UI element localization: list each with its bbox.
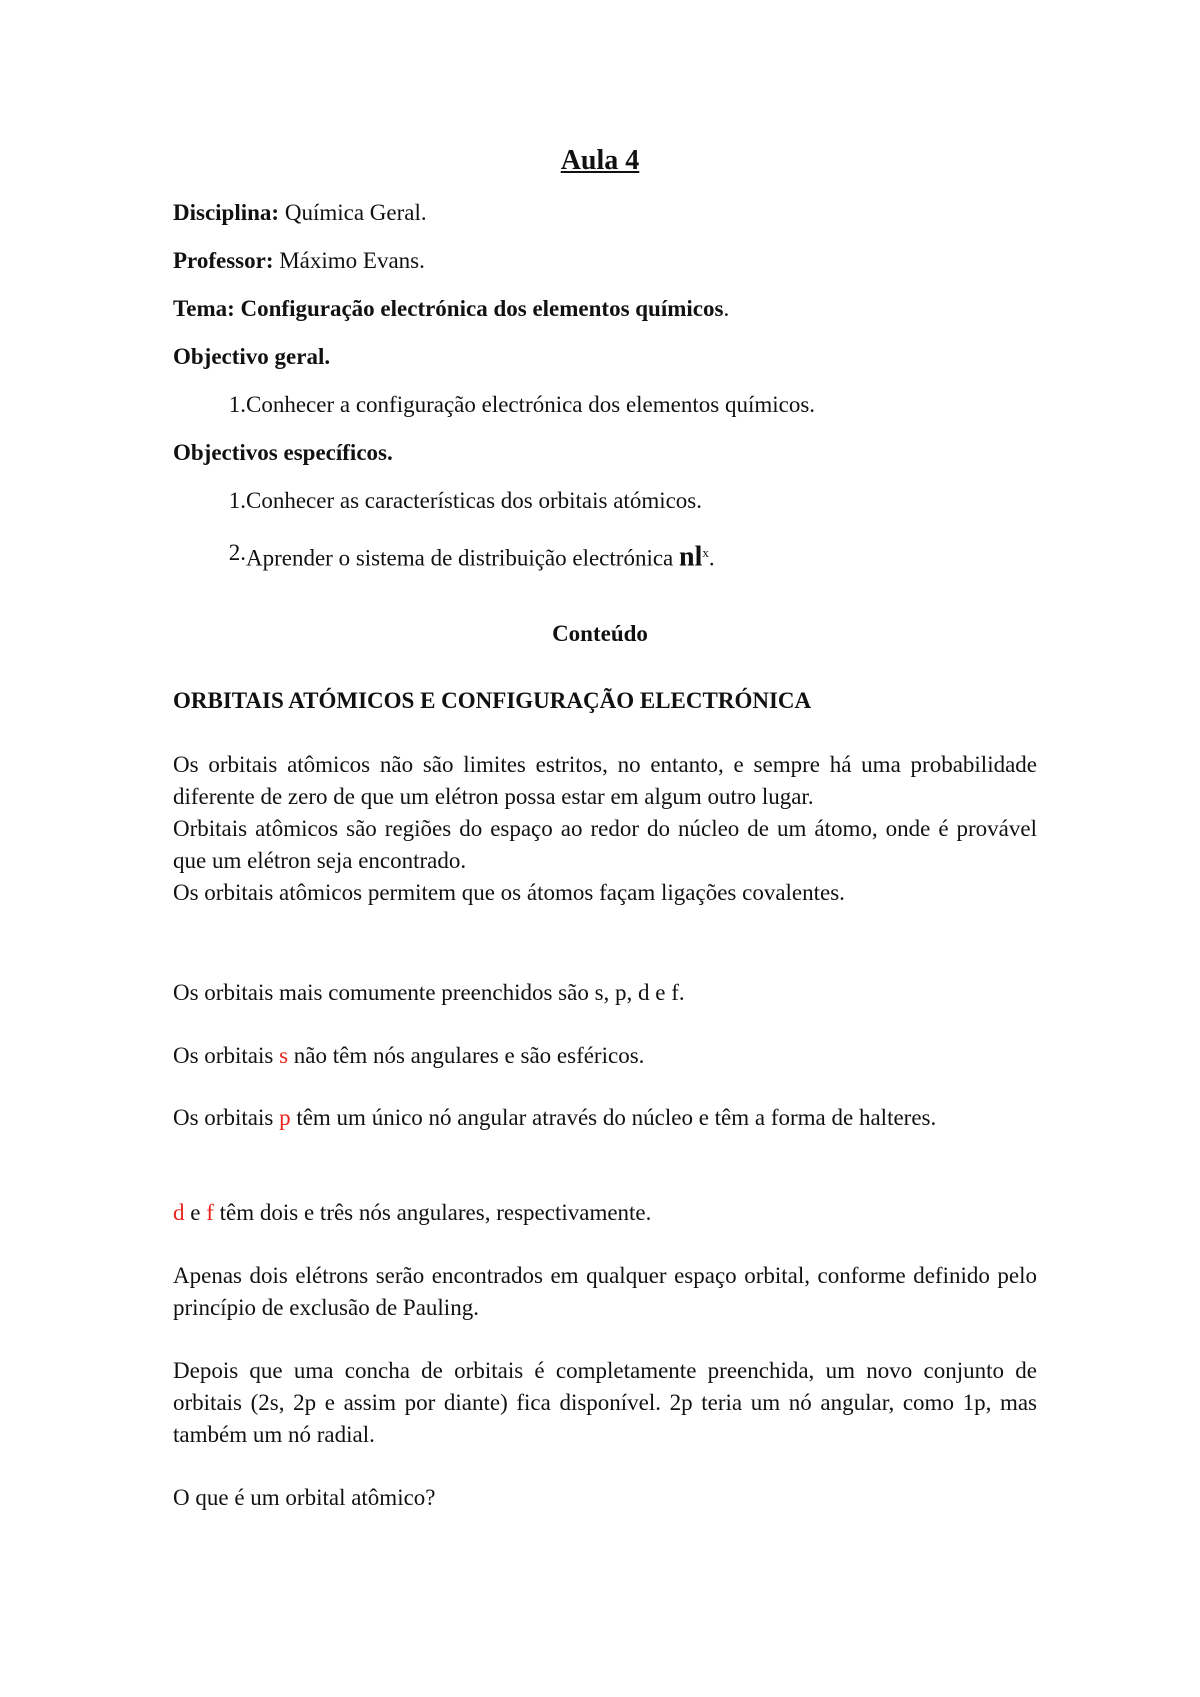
paragraph-orbital-types: Os orbitais mais comumente preenchidos são s, p, d e f. <box>173 980 685 1005</box>
paragraph-text: Os orbitais <box>173 1043 280 1068</box>
disciplina-line <box>173 196 1037 229</box>
professor-line <box>173 244 1037 277</box>
paragraph-pauling: Apenas dois elétrons serão encontrados em qualquer espaço orbital, conforme definido pelo princípio de exclusão de Pauling. <box>173 1263 1037 1320</box>
list-text-end: . <box>708 545 715 571</box>
disciplina-label: Disciplina: <box>173 200 280 225</box>
orbital-d-highlight: d <box>173 1200 185 1225</box>
list-text: Conhecer a configuração electrónica dos elementos químicos. <box>246 392 816 417</box>
paragraph-shells: Depois que uma concha de orbitais é completamente preenchida, um novo conjunto de orbitais (2s, 2p e assim por diante) fica disponível. 2p teria um nó angular, como 1p, mas também um nó radial. <box>173 1358 1037 1447</box>
tema-label: Tema: <box>173 296 235 321</box>
paragraph-text: têm dois e três nós angulares, respectivamente. <box>213 1200 652 1225</box>
tema-line <box>173 292 1037 325</box>
objectivo-geral-heading: Objectivo geral. <box>173 344 331 369</box>
paragraph-question: O que é um orbital atômico? <box>173 1485 436 1510</box>
paragraph-s-orbitals <box>173 1040 1037 1072</box>
list-text-with-formula <box>246 536 715 575</box>
paragraph-text: Os orbitais atômicos permitem que os átomos façam ligações covalentes. <box>173 880 845 905</box>
paragraph-text: Orbitais atômicos são regiões do espaço ao redor do núcleo de um átomo, onde é provável que um elétron seja encontrado. <box>173 816 1037 873</box>
paragraph-text: têm um único nó angular através do núcleo e têm a forma de halteres. <box>290 1105 937 1130</box>
section-heading: ORBITAIS ATÓMICOS E CONFIGURAÇÃO ELECTRÓNICA <box>173 688 812 713</box>
paragraph-text: Os orbitais atômicos não são limites estritos, no entanto, e sempre há uma probabilidade diferente de zero de que um elétron possa estar em algum outro lugar. <box>173 752 1037 809</box>
list-number: 1. <box>228 488 246 513</box>
formula-nl: nl <box>679 541 703 573</box>
objectivos-especificos-heading: Objectivos específicos. <box>173 440 393 465</box>
professor-label: Professor: <box>173 248 274 273</box>
paragraph-text: e <box>184 1200 207 1225</box>
paragraph-p-orbitals <box>173 1102 1037 1134</box>
disciplina-value: Química Geral. <box>279 200 427 225</box>
tema-end: . <box>723 296 730 321</box>
orbital-s-highlight: s <box>279 1043 289 1068</box>
conteudo-heading: Conteúdo <box>552 621 648 646</box>
tema-value: Configuração electrónica dos elementos químicos <box>234 296 724 321</box>
page-title: Aula 4 <box>560 145 640 176</box>
orbital-f-highlight: f <box>206 1200 214 1225</box>
paragraph-intro <box>173 749 1037 909</box>
paragraph-text: não têm nós angulares e são esféricos. <box>288 1043 645 1068</box>
paragraph-text: Os orbitais <box>173 1105 280 1130</box>
list-number: 1. <box>228 392 246 417</box>
formula-superscript: x <box>702 545 709 560</box>
list-text: Conhecer as características dos orbitais atómicos. <box>246 488 703 513</box>
list-text: Aprender o sistema de distribuição electrónica <box>246 545 680 571</box>
orbital-p-highlight: p <box>279 1105 291 1130</box>
professor-value: Máximo Evans. <box>273 248 425 273</box>
paragraph-d-f-orbitals <box>173 1197 1037 1229</box>
list-number: 2. <box>228 540 246 565</box>
